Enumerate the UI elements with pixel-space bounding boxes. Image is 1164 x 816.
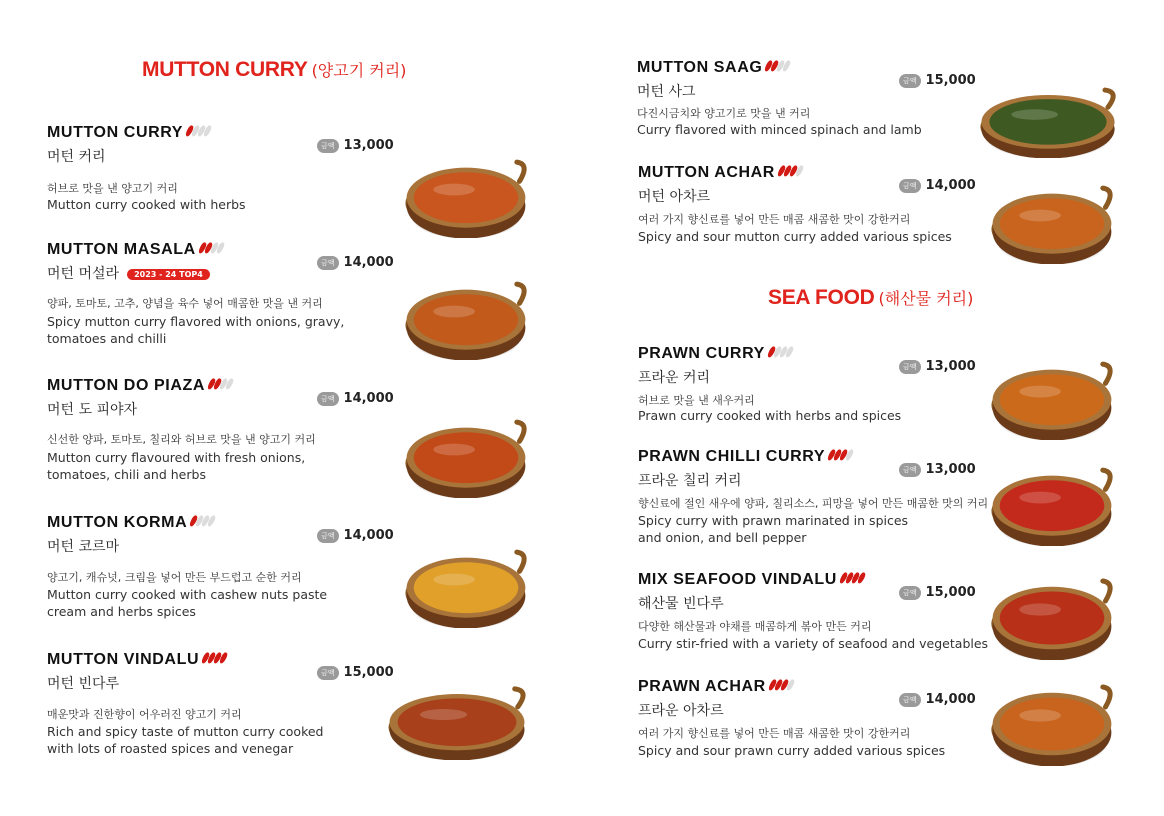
item-name bbox=[47, 651, 227, 669]
price-value: 15,000 bbox=[343, 665, 394, 680]
item-korean-name-text: 해산물 빈다루 bbox=[638, 596, 724, 612]
item-price bbox=[317, 138, 394, 153]
item-english-description: Spicy mutton curry flavored with onions, gravy, tomatoes and chilli bbox=[47, 314, 345, 346]
item-name-text: PRAWN CURRY bbox=[638, 345, 765, 363]
item-korean-description: 여러 가지 향신료를 넣어 만든 매콤 새콤한 맛이 강한커리 bbox=[638, 213, 911, 226]
dish-photo bbox=[986, 450, 1118, 546]
price-tag: 금액 bbox=[899, 463, 921, 477]
item-korean-name-text: 머턴 빈다루 bbox=[47, 676, 120, 692]
dish-photo bbox=[974, 72, 1122, 158]
item-name bbox=[47, 241, 224, 259]
spice-level bbox=[769, 345, 793, 363]
item-name-text: PRAWN ACHAR bbox=[638, 678, 766, 696]
item-name-text: PRAWN CHILLI CURRY bbox=[638, 448, 826, 466]
price-tag: 금액 bbox=[317, 529, 339, 543]
item-name bbox=[638, 345, 793, 363]
item-name-text: MUTTON SAAG bbox=[637, 59, 763, 77]
item-korean-name-text: 프라운 커리 bbox=[638, 370, 711, 386]
price-value: 13,000 bbox=[925, 462, 976, 477]
price-value: 15,000 bbox=[925, 73, 976, 88]
dish-photo bbox=[400, 402, 532, 498]
item-english-description: Spicy and sour prawn curry added various spices bbox=[638, 743, 946, 758]
item-korean-name bbox=[638, 593, 724, 613]
item-english-description: Mutton curry cooked with cashew nuts paste cream and herbs spices bbox=[47, 587, 328, 619]
item-name bbox=[637, 59, 790, 77]
spice-level bbox=[203, 651, 227, 669]
item-name-text: MIX SEAFOOD VINDALU bbox=[638, 571, 837, 589]
price-value: 14,000 bbox=[343, 255, 394, 270]
dish-photo bbox=[986, 344, 1118, 440]
item-korean-description: 매운맛과 진한향이 어우러진 양고기 커리 bbox=[47, 708, 242, 721]
item-english-description: Spicy and sour mutton curry added various spices bbox=[638, 229, 952, 244]
item-price bbox=[899, 692, 976, 707]
item-korean-name bbox=[47, 263, 210, 283]
item-price bbox=[899, 178, 976, 193]
item-korean-name bbox=[637, 81, 696, 101]
item-korean-description: 다진시금치와 양고기로 맛을 낸 커리 bbox=[637, 107, 811, 120]
item-korean-description: 양파, 토마토, 고추, 양념을 육수 넣어 매콤한 맛을 낸 커리 bbox=[47, 297, 323, 310]
item-name-text: MUTTON KORMA bbox=[47, 514, 188, 532]
spice-level bbox=[829, 448, 853, 466]
item-korean-name bbox=[47, 673, 119, 693]
section-title-ko: (양고기 커리) bbox=[311, 61, 407, 80]
price-value: 13,000 bbox=[343, 138, 394, 153]
section-title-mutton bbox=[142, 58, 406, 82]
price-tag: 금액 bbox=[317, 256, 339, 270]
section-title-seafood bbox=[768, 286, 973, 310]
dish-photo bbox=[986, 168, 1118, 264]
price-value: 15,000 bbox=[925, 585, 976, 600]
item-price bbox=[899, 73, 976, 88]
item-korean-name bbox=[47, 146, 106, 166]
item-korean-description: 향신료에 절인 새우에 양파, 칠리소스, 피망을 넣어 만든 매콤한 맛의 커리 bbox=[638, 497, 989, 510]
spice-level bbox=[779, 164, 803, 182]
item-price bbox=[899, 462, 976, 477]
item-korean-name bbox=[47, 399, 137, 419]
dish-photo bbox=[400, 264, 532, 360]
price-tag: 금액 bbox=[317, 666, 339, 680]
item-price bbox=[317, 528, 394, 543]
item-korean-name bbox=[47, 536, 119, 556]
item-name bbox=[47, 124, 211, 142]
spice-level bbox=[841, 571, 865, 589]
section-title-en: SEA FOOD bbox=[768, 286, 875, 309]
price-value: 14,000 bbox=[925, 178, 976, 193]
item-name-text: MUTTON DO PIAZA bbox=[47, 377, 206, 395]
item-english-description: Curry stir-fried with a variety of seafood and vegetables bbox=[638, 636, 989, 651]
top-rank-badge: 2023 - 24 TOP4 bbox=[127, 269, 210, 280]
spice-level bbox=[191, 514, 215, 532]
item-korean-description: 허브로 맛을 낸 새우커리 bbox=[638, 394, 755, 407]
item-english-description: Rich and spicy taste of mutton curry cooked with lots of roasted spices and venegar bbox=[47, 724, 324, 756]
item-korean-name-text: 머턴 커리 bbox=[47, 149, 106, 165]
item-korean-name-text: 머턴 코르마 bbox=[47, 539, 120, 555]
price-tag: 금액 bbox=[899, 74, 921, 88]
item-korean-description: 여러 가지 향신료를 넣어 만든 매콤 새콤한 맛이 강한커리 bbox=[638, 727, 911, 740]
item-name bbox=[638, 164, 803, 182]
dish-photo bbox=[986, 560, 1118, 660]
price-value: 14,000 bbox=[343, 391, 394, 406]
price-tag: 금액 bbox=[899, 693, 921, 707]
item-name bbox=[47, 514, 215, 532]
item-english-description: Mutton curry flavoured with fresh onions, tomatoes, chili and herbs bbox=[47, 450, 306, 482]
item-korean-name-text: 프라운 칠리 커리 bbox=[638, 473, 742, 489]
item-name bbox=[638, 678, 794, 696]
item-korean-description: 양고기, 캐슈넛, 크림을 넣어 만든 부드럽고 순한 커리 bbox=[47, 571, 302, 584]
price-value: 13,000 bbox=[925, 359, 976, 374]
spice-level bbox=[766, 59, 790, 77]
item-english-description: Prawn curry cooked with herbs and spices bbox=[638, 408, 902, 423]
item-korean-name-text: 머턴 사그 bbox=[637, 84, 696, 100]
dish-photo bbox=[382, 670, 532, 760]
item-name-text: MUTTON MASALA bbox=[47, 241, 196, 259]
item-korean-name bbox=[638, 470, 742, 490]
price-value: 14,000 bbox=[343, 528, 394, 543]
price-tag: 금액 bbox=[899, 179, 921, 193]
spice-level bbox=[209, 377, 233, 395]
item-english-description: Spicy curry with prawn marinated in spices and onion, and bell pepper bbox=[638, 513, 909, 545]
spice-level bbox=[200, 241, 224, 259]
item-name-text: MUTTON CURRY bbox=[47, 124, 184, 142]
price-value: 14,000 bbox=[925, 692, 976, 707]
item-korean-name bbox=[638, 700, 724, 720]
item-korean-name bbox=[638, 367, 710, 387]
item-english-description: Mutton curry cooked with herbs bbox=[47, 197, 246, 212]
dish-photo bbox=[400, 532, 532, 628]
item-korean-name-text: 머턴 아차르 bbox=[638, 189, 711, 205]
item-korean-description: 다양한 해산물과 야채를 매콤하게 볶아 만든 커리 bbox=[638, 620, 872, 633]
item-english-description: Curry flavored with minced spinach and lamb bbox=[637, 122, 922, 137]
price-tag: 금액 bbox=[317, 392, 339, 406]
item-name-text: MUTTON ACHAR bbox=[638, 164, 775, 182]
item-korean-name-text: 머턴 머설라 bbox=[47, 266, 120, 282]
item-name bbox=[47, 377, 233, 395]
item-korean-description: 신선한 양파, 토마토, 칠리와 허브로 맛을 낸 양고기 커리 bbox=[47, 433, 316, 446]
item-price bbox=[899, 359, 976, 374]
section-title-ko: (해산물 커리) bbox=[878, 289, 974, 308]
spice-level bbox=[770, 678, 794, 696]
spice-level bbox=[187, 124, 211, 142]
price-tag: 금액 bbox=[317, 139, 339, 153]
dish-photo bbox=[400, 142, 532, 238]
price-tag: 금액 bbox=[899, 360, 921, 374]
item-korean-description: 허브로 맛을 낸 양고기 커리 bbox=[47, 182, 178, 195]
item-name bbox=[638, 571, 865, 589]
dish-photo bbox=[986, 666, 1118, 766]
item-korean-name-text: 머턴 도 피야자 bbox=[47, 402, 138, 418]
price-tag: 금액 bbox=[899, 586, 921, 600]
item-price bbox=[317, 255, 394, 270]
item-price bbox=[317, 391, 394, 406]
item-name bbox=[638, 448, 853, 466]
section-title-en: MUTTON CURRY bbox=[142, 58, 308, 81]
item-price bbox=[899, 585, 976, 600]
item-name-text: MUTTON VINDALU bbox=[47, 651, 200, 669]
item-korean-name bbox=[638, 186, 710, 206]
item-korean-name-text: 프라운 아차르 bbox=[638, 703, 724, 719]
